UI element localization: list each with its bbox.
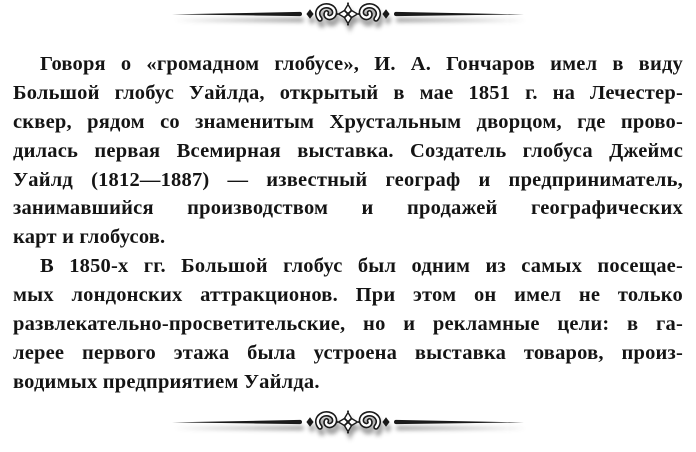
text-line: сквер, рядом со знаменитым Хрустальным дворцом, где прово- (13, 110, 683, 133)
paragraph (13, 50, 683, 252)
text-line: водимых предприятием Уайлда. (13, 370, 320, 393)
right-scroll (361, 414, 378, 427)
text-line: карт и глобусов. (13, 226, 166, 249)
right-rule (394, 12, 524, 16)
left-diamond (306, 9, 313, 19)
text-line: развлекательно-просветительские, но и рекламные цели: в га- (13, 313, 683, 336)
paragraph (13, 252, 683, 396)
text-line: лерее первого этажа была устроена выставка товаров, произ- (13, 341, 683, 364)
top-divider-ornament (170, 2, 526, 28)
body-text (13, 50, 683, 397)
text-line: Уайлд (1812—1887) — известный географ и предприниматель, (13, 168, 683, 191)
scroll-divider-icon (170, 2, 526, 28)
text-line: занимавшийся производством и продажей географических (13, 197, 683, 220)
text-line: Говоря о «громадном глобусе», И. А. Гончаров имел в виду (40, 53, 683, 75)
right-rule (394, 420, 524, 424)
text-line: дилась первая Всемирная выставка. Создатель глобуса Джеймс (13, 139, 683, 162)
text-line: В 1850-х гг. Большой глобус был одним из самых посещае- (40, 255, 683, 278)
scroll-divider-icon (170, 410, 526, 436)
right-diamond (382, 417, 389, 427)
left-scroll (318, 6, 335, 19)
right-scroll (361, 6, 378, 19)
left-scroll (318, 414, 335, 427)
text-line: Большой глобус Уайлда, открытый в мае 1851 г. на Лечестер- (13, 81, 683, 104)
text-line: мых лондонских аттракционов. При этом он имел не только (13, 284, 683, 307)
left-diamond (306, 417, 313, 427)
left-rule (172, 420, 302, 424)
left-rule (172, 12, 302, 16)
right-diamond (382, 9, 389, 19)
bottom-divider-ornament (170, 410, 526, 436)
